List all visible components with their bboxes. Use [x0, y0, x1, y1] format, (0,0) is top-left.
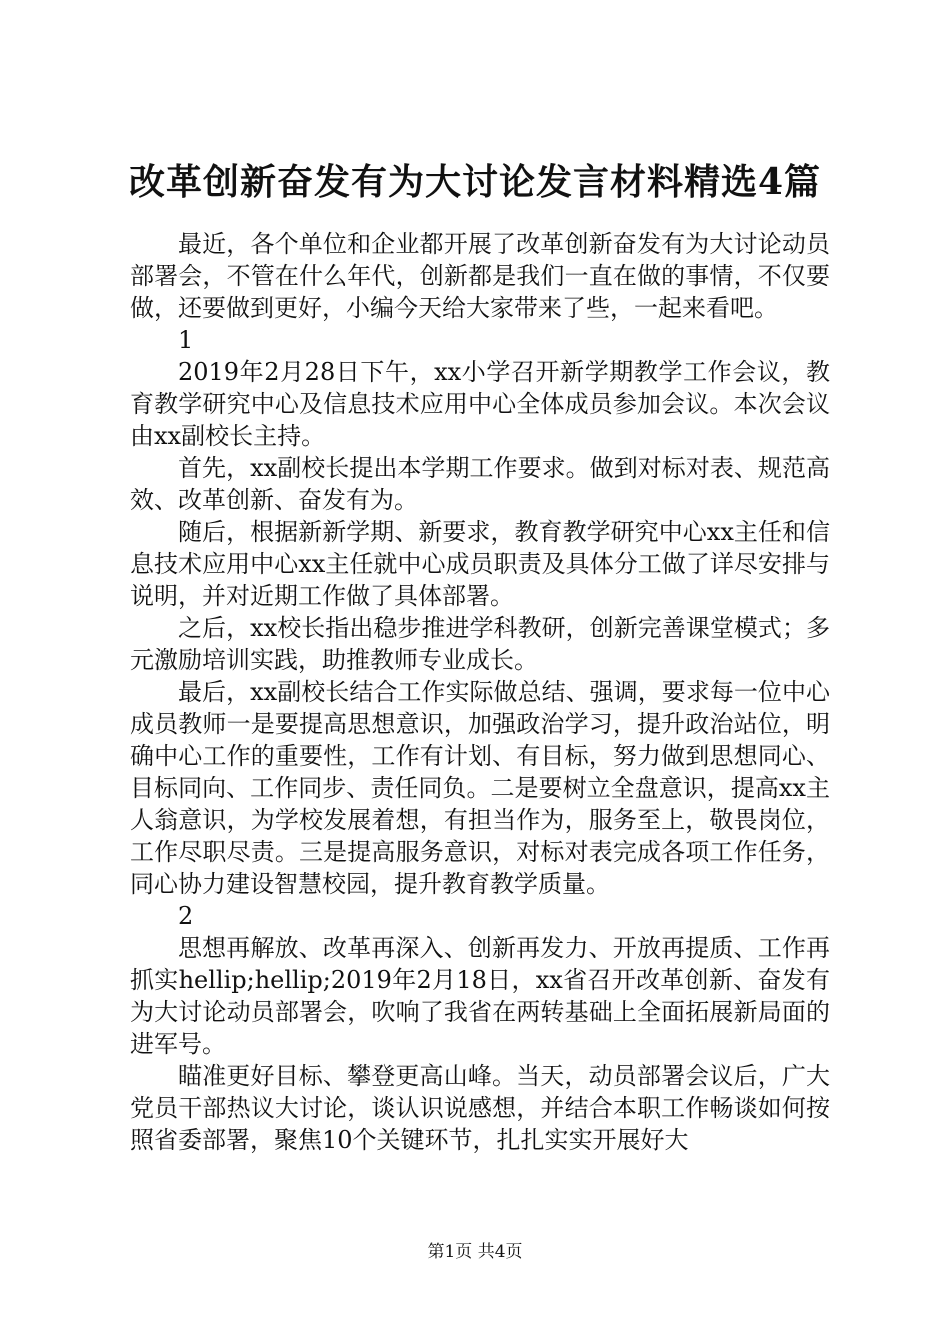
page-footer: 第1页 共4页: [427, 1242, 523, 1262]
paragraph: 思想再解放、改革再深入、创新再发力、开放再提质、工作再抓实hellip;hellip;2019年2月18日，xx省召开改革创新、奋发有为大讨论动员部署会，吹响了我省在两转基础上全面拓展新局面的进军号。: [130, 934, 830, 1058]
paragraph: 2019年2月28日下午，xx小学召开新学期教学工作会议，教育教学研究中心及信息技术应用中心全体成员参加会议。本次会议由xx副校长主持。: [130, 358, 830, 450]
paragraph: 首先，xx副校长提出本学期工作要求。做到对标对表、规范高效、改革创新、奋发有为。: [130, 454, 830, 514]
section-number-2: 2: [178, 902, 194, 930]
paragraph: 之后，xx校长指出稳步推进学科教研，创新完善课堂模式；多元激励培训实践，助推教师专业成长。: [130, 614, 830, 674]
paragraph: 最后，xx副校长结合工作实际做总结、强调，要求每一位中心成员教师一是要提高思想意识，加强政治学习，提升政治站位，明确中心工作的重要性，工作有计划、有目标，努力做到思想同心、目标同向、工作同步、责任同负。二是要树立全盘意识，提高xx主人翁意识，为学校发展着想，有担当作为，服务至上，敬畏岗位，工作尽职尽责。三是提高服务意识，对标对表完成各项工作任务，同心协力建设智慧校园，提升教育教学质量。: [130, 678, 830, 898]
document-title: 改革创新奋发有为大讨论发言材料精选4篇: [128, 161, 822, 203]
paragraph-intro: 最近，各个单位和企业都开展了改革创新奋发有为大讨论动员部署会，不管在什么年代，创新都是我们一直在做的事情，不仅要做，还要做到更好，小编今天给大家带来了些，一起来看吧。: [130, 230, 830, 322]
document-body: [130, 228, 830, 1156]
paragraph: 随后，根据新新学期、新要求，教育教学研究中心xx主任和信息技术应用中心xx主任就中心成员职责及具体分工做了详尽安排与说明，并对近期工作做了具体部署。: [130, 518, 830, 610]
paragraph: 瞄准更好目标、攀登更高山峰。当天，动员部署会议后，广大党员干部热议大讨论，谈认识说感想，并结合本职工作畅谈如何按照省委部署，聚焦10个关键环节，扎扎实实开展好大: [130, 1062, 830, 1154]
section-number-1: 1: [178, 326, 194, 354]
